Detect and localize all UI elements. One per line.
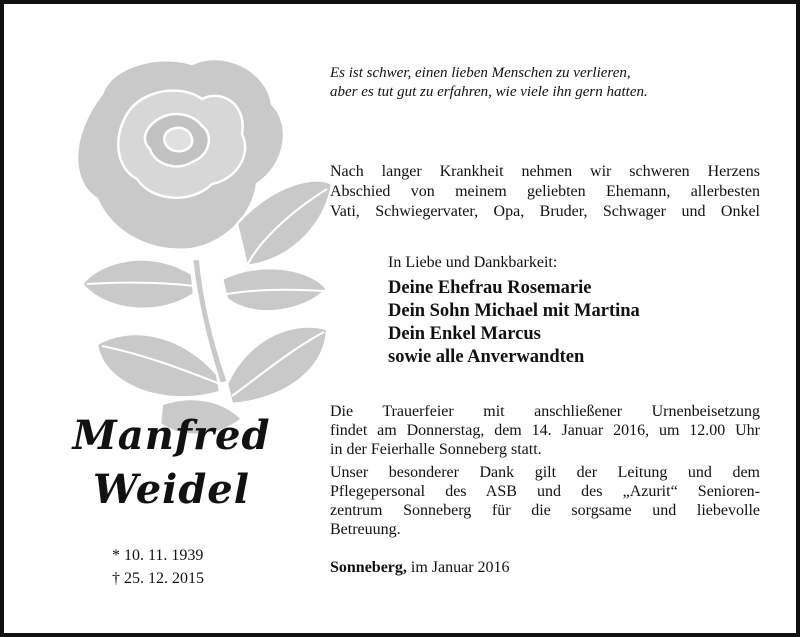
announcement-line: Vati, Schwiegervater, Opa, Bruder, Schwager und Onkel: [330, 203, 760, 220]
mourner-name: Dein Enkel Marcus: [388, 324, 541, 344]
death-announcement: [330, 162, 760, 222]
memorial-quote: [330, 64, 648, 102]
life-dates: [112, 544, 204, 590]
thanks-line: Betreuung.: [330, 521, 401, 538]
thanks-line: Unser besonderer Dank gilt der Leitung und dem: [330, 464, 760, 481]
service-line: in der Feierhalle Sonneberg statt.: [330, 441, 542, 458]
thanks-line: Pflegepersonal des ASB und des „Azurit“ Senioren-: [330, 483, 760, 500]
death-date: † 25. 12. 2015: [112, 570, 204, 587]
quote-line: Es ist schwer, einen lieben Menschen zu verlieren,: [330, 65, 631, 81]
mourner-name: sowie alle Anverwandten: [388, 347, 585, 367]
place-and-date: [330, 559, 510, 577]
place-city: Sonneberg,: [330, 559, 407, 576]
service-line: Die Trauerfeier mit anschließener Urnenbeisetzung: [330, 403, 760, 420]
thanks-line: zentrum Sonneberg für die sorgsame und liebevolle: [330, 502, 760, 519]
mourner-name: Dein Sohn Michael mit Martina: [388, 301, 640, 321]
place-date: im Januar 2016: [410, 559, 510, 576]
rose-illustration: [42, 44, 352, 464]
mourner-name: Deine Ehefrau Rosemarie: [388, 278, 592, 298]
service-line: findet am Donnerstag, dem 14. Januar 2016, um 12.00 Uhr: [330, 422, 760, 439]
mourners-list: [388, 277, 640, 369]
deceased-first-name: Manfred: [72, 412, 271, 459]
deceased-last-name: Weidel: [93, 466, 250, 513]
birth-date: * 10. 11. 1939: [112, 547, 204, 564]
funeral-service-info: [330, 402, 760, 539]
mourners-heading: In Liebe und Dankbarkeit:: [388, 254, 558, 271]
quote-line: aber es tut gut zu erfahren, wie viele ihn gern hatten.: [330, 84, 648, 100]
announcement-line: Abschied von meinem geliebten Ehemann, allerbesten: [330, 183, 760, 200]
announcement-line: Nach langer Krankheit nehmen wir schweren Herzens: [330, 163, 760, 180]
